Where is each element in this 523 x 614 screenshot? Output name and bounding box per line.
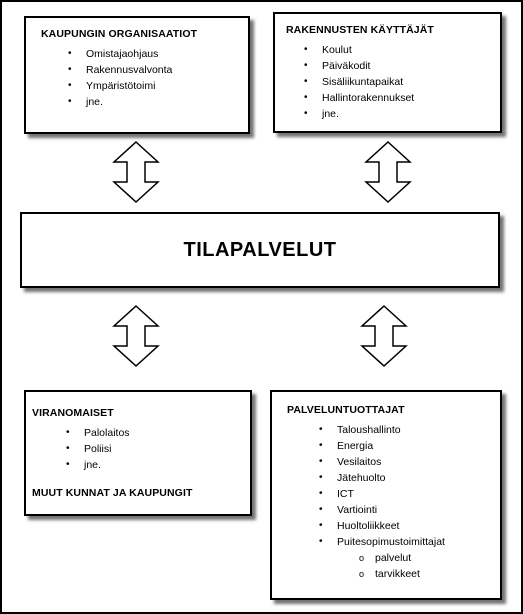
list-item	[66, 441, 250, 457]
box-tilapalvelut	[20, 212, 500, 288]
bullet-icon: •	[319, 536, 323, 547]
box-viranomaiset	[24, 390, 252, 516]
bullet-icon: •	[304, 60, 308, 71]
box-subtitle: MUUT KUNNAT JA KAUPUNGIT	[32, 487, 193, 499]
bullet-icon: •	[66, 427, 70, 438]
list-item	[319, 534, 500, 550]
bullet-icon: •	[319, 440, 323, 451]
list-item-label: Hallintorakennukset	[322, 92, 415, 104]
bullet-icon: •	[319, 456, 323, 467]
circle-bullet-icon: o	[359, 569, 365, 579]
list-item	[304, 74, 500, 90]
box-palveluntuottajat	[270, 390, 502, 600]
list-item	[66, 457, 250, 473]
box-title: KAUPUNGIN ORGANISAATIOT	[41, 28, 198, 40]
box-title: VIRANOMAISET	[32, 407, 114, 419]
list-item	[319, 454, 500, 470]
list-item-label: Palolaitos	[84, 427, 130, 439]
list-item	[304, 42, 500, 58]
list-item-label: Jätehuolto	[337, 472, 386, 484]
sub-list-item-label: palvelut	[375, 552, 412, 564]
double-arrow-icon	[364, 140, 412, 204]
bullet-icon: •	[319, 504, 323, 515]
list-item	[68, 78, 248, 94]
list-item-label: Omistajaohjaus	[86, 48, 159, 60]
list-item	[66, 425, 250, 441]
double-arrow-icon	[112, 140, 160, 204]
bullet-icon: •	[319, 472, 323, 483]
list-item-label: Puitesopimustoimittajat	[337, 536, 445, 548]
bullet-icon: •	[304, 92, 308, 103]
list-item-label: Sisäliikuntapaikat	[322, 76, 404, 88]
bullet-icon: •	[68, 64, 72, 75]
list-item	[319, 470, 500, 486]
list-item-label: Vesilaitos	[337, 456, 382, 468]
sub-list-item-label: tarvikkeet	[375, 568, 420, 580]
bullet-icon: •	[66, 443, 70, 454]
box-rakennusten-kayttajat	[273, 12, 502, 133]
double-arrow-icon	[360, 304, 408, 368]
list-item-label: Rakennusvalvonta	[86, 64, 173, 76]
bullet-icon: •	[68, 96, 72, 107]
list-item-label: Taloushallinto	[337, 424, 401, 436]
list-item	[304, 90, 500, 106]
list-item	[319, 518, 500, 534]
list-item	[304, 106, 500, 122]
box-title: RAKENNUSTEN KÄYTTÄJÄT	[286, 24, 434, 36]
bullet-icon: •	[68, 48, 72, 59]
sub-list-item	[359, 550, 500, 566]
bullet-icon: •	[319, 424, 323, 435]
list-item-label: Ympäristötoimi	[86, 80, 156, 92]
center-title: TILAPALVELUT	[183, 238, 337, 261]
list-item	[319, 422, 500, 438]
bullet-icon: •	[68, 80, 72, 91]
list-item-label: Poliisi	[84, 443, 112, 455]
bullet-icon: •	[304, 108, 308, 119]
list-item	[304, 58, 500, 74]
list-item-label: ICT	[337, 488, 354, 500]
list-item-label: jne.	[86, 96, 103, 108]
box-title: PALVELUNTUOTTAJAT	[287, 404, 405, 416]
list-item-label: jne.	[322, 108, 339, 120]
list-item-label: Päiväkodit	[322, 60, 371, 72]
double-arrow-icon	[112, 304, 160, 368]
bullet-icon: •	[319, 520, 323, 531]
list-item	[319, 486, 500, 502]
list-item-label: Energia	[337, 440, 374, 452]
list-item	[68, 62, 248, 78]
list-item-label: Huoltoliikkeet	[337, 520, 400, 532]
list-item	[68, 46, 248, 62]
sub-list-item	[359, 566, 500, 582]
bullet-icon: •	[66, 459, 70, 470]
bullet-icon: •	[319, 488, 323, 499]
bullet-icon: •	[304, 76, 308, 87]
list-item	[319, 502, 500, 518]
list-item-label: Vartiointi	[337, 504, 378, 516]
list-item	[319, 438, 500, 454]
list-item-label: jne.	[84, 459, 101, 471]
box-kaupungin-organisaatiot	[24, 16, 250, 134]
circle-bullet-icon: o	[359, 553, 365, 563]
bullet-icon: •	[304, 44, 308, 55]
list-item	[68, 94, 248, 110]
list-item-label: Koulut	[322, 44, 352, 56]
